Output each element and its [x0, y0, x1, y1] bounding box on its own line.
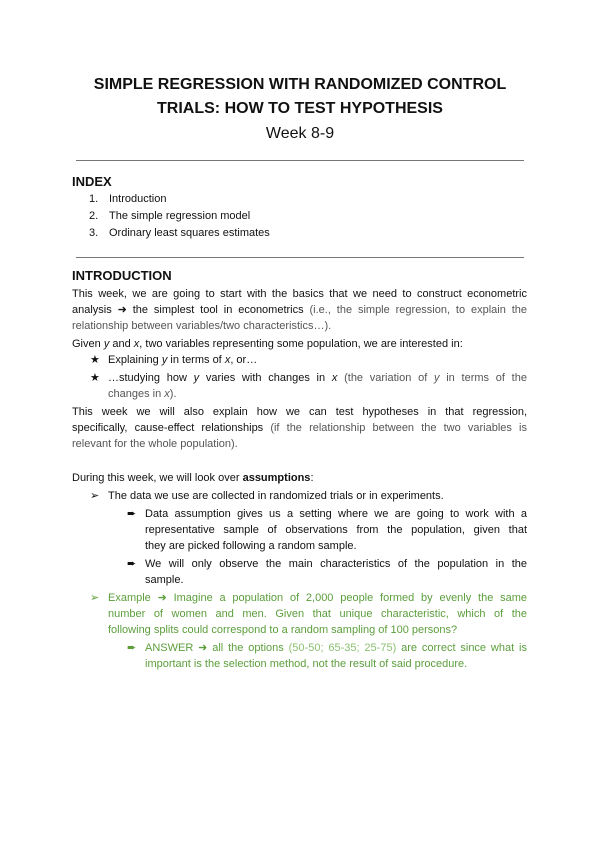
bullet-line: The data we use are collected in randomized trials or in experiments.: [108, 490, 444, 502]
example-line: following splits could correspond to a random sampling of 100 persons?: [108, 624, 458, 636]
example-line: number of women and men. Given that unique characteristic, which of the: [108, 608, 527, 620]
variable-x: x: [133, 338, 140, 350]
text-span: Given: [72, 338, 101, 350]
variable-y: y: [103, 338, 110, 350]
index-item: [89, 208, 98, 224]
introduction-heading: INTRODUCTION: [72, 268, 172, 283]
index-item: [89, 191, 98, 207]
arrow-bullet-icon: ➨: [127, 642, 137, 654]
index-item-number: 2.: [89, 210, 99, 222]
text-span: , or…: [230, 354, 258, 366]
sub-bullet-line: sample.: [145, 574, 184, 586]
paragraph-line: [72, 336, 463, 352]
triangle-bullet-icon: ➢: [90, 592, 100, 604]
text-span: :: [310, 472, 314, 484]
index-item-label: Ordinary least squares estimates: [109, 227, 270, 239]
variable-y: y: [193, 372, 200, 384]
index-item-label: Introduction: [109, 193, 167, 205]
paragraph-line: [72, 470, 314, 486]
index-item-number: 3.: [89, 227, 99, 239]
text-span: the simplest tool in econometrics: [132, 304, 304, 316]
document-title-line-2: TRIALS: HOW TO TEST HYPOTHESIS: [157, 100, 443, 117]
text-span: , two variables representing some population, we are interested in:: [139, 338, 463, 350]
text-span: ANSWER ➜ all the options: [145, 642, 284, 654]
text-span: in terms of: [170, 354, 222, 366]
paragraph-line: This week, we are going to start with the basics that we need to construct econometric: [72, 288, 527, 300]
text-span: specifically, cause-effect relationships: [72, 422, 264, 434]
document-title-line-1: SIMPLE REGRESSION WITH RANDOMIZED CONTROL: [93, 76, 507, 93]
text-span: ).: [169, 388, 177, 400]
triangle-bullet-icon: ➢: [90, 490, 100, 502]
paragraph-line: [72, 302, 527, 318]
text-span: in terms of the: [446, 372, 527, 384]
week-subtitle: Week 8-9: [265, 125, 335, 142]
sub-bullet-line: they are picked following a random sample.: [145, 540, 357, 552]
text-span: changes in: [108, 388, 162, 400]
bold-term: assumptions: [242, 472, 311, 484]
answer-line: [145, 640, 527, 656]
star-bullet-icon: ★: [90, 372, 100, 384]
arrow-bullet-icon: ➨: [127, 558, 137, 570]
answer-line: important is the selection method, not the result of said procedure.: [145, 658, 468, 670]
variable-x: x: [331, 372, 338, 384]
variable-y: y: [161, 354, 168, 366]
bullet-line: [108, 370, 527, 386]
index-item-label: The simple regression model: [109, 210, 251, 222]
index-item-number: 1.: [89, 193, 99, 205]
star-bullet-icon: ★: [90, 354, 100, 366]
variable-y: y: [434, 372, 440, 384]
bullet-line: [108, 386, 177, 402]
sub-bullet-line: Data assumption gives us a setting where we are going to work with a: [145, 508, 527, 520]
paragraph-line: relationship between variables/two characteristics…).: [72, 320, 332, 332]
text-span: varies with changes in: [205, 372, 326, 384]
text-span: (i.e., the simple regression, to explain the: [309, 304, 528, 316]
bullet-line: [108, 352, 257, 368]
divider: [76, 160, 524, 161]
index-heading: INDEX: [72, 174, 112, 189]
index-item: [89, 225, 98, 241]
variable-x: x: [224, 354, 231, 366]
text-span: Explaining: [108, 354, 159, 366]
text-span: During this week, we will look over: [72, 472, 240, 484]
text-span: and: [112, 338, 131, 350]
sub-bullet-line: representative sample of observations from the population, given that: [145, 524, 527, 536]
text-span: (50-50; 65-35; 25-75): [288, 642, 397, 654]
variable-x: x: [164, 388, 170, 400]
sub-bullet-line: We will only observe the main characteristics of the population in the: [145, 558, 527, 570]
example-line: Example ➜ Imagine a population of 2,000 people formed by evenly the same: [108, 592, 527, 604]
arrow-bullet-icon: ➨: [127, 508, 137, 520]
text-span: are correct since what is: [401, 642, 527, 654]
divider: [76, 257, 524, 258]
text-span: analysis: [72, 304, 112, 316]
text-span: …studying how: [108, 372, 187, 384]
paragraph-line: This week we will also explain how we can test hypotheses in that regression,: [72, 406, 527, 418]
arrow-icon: ➜: [117, 304, 127, 316]
paragraph-line: [72, 420, 527, 436]
paragraph-line: relevant for the whole population).: [72, 438, 238, 450]
text-span: (the variation of: [344, 372, 428, 384]
text-span: (if the relationship between the two variables is: [270, 422, 527, 434]
